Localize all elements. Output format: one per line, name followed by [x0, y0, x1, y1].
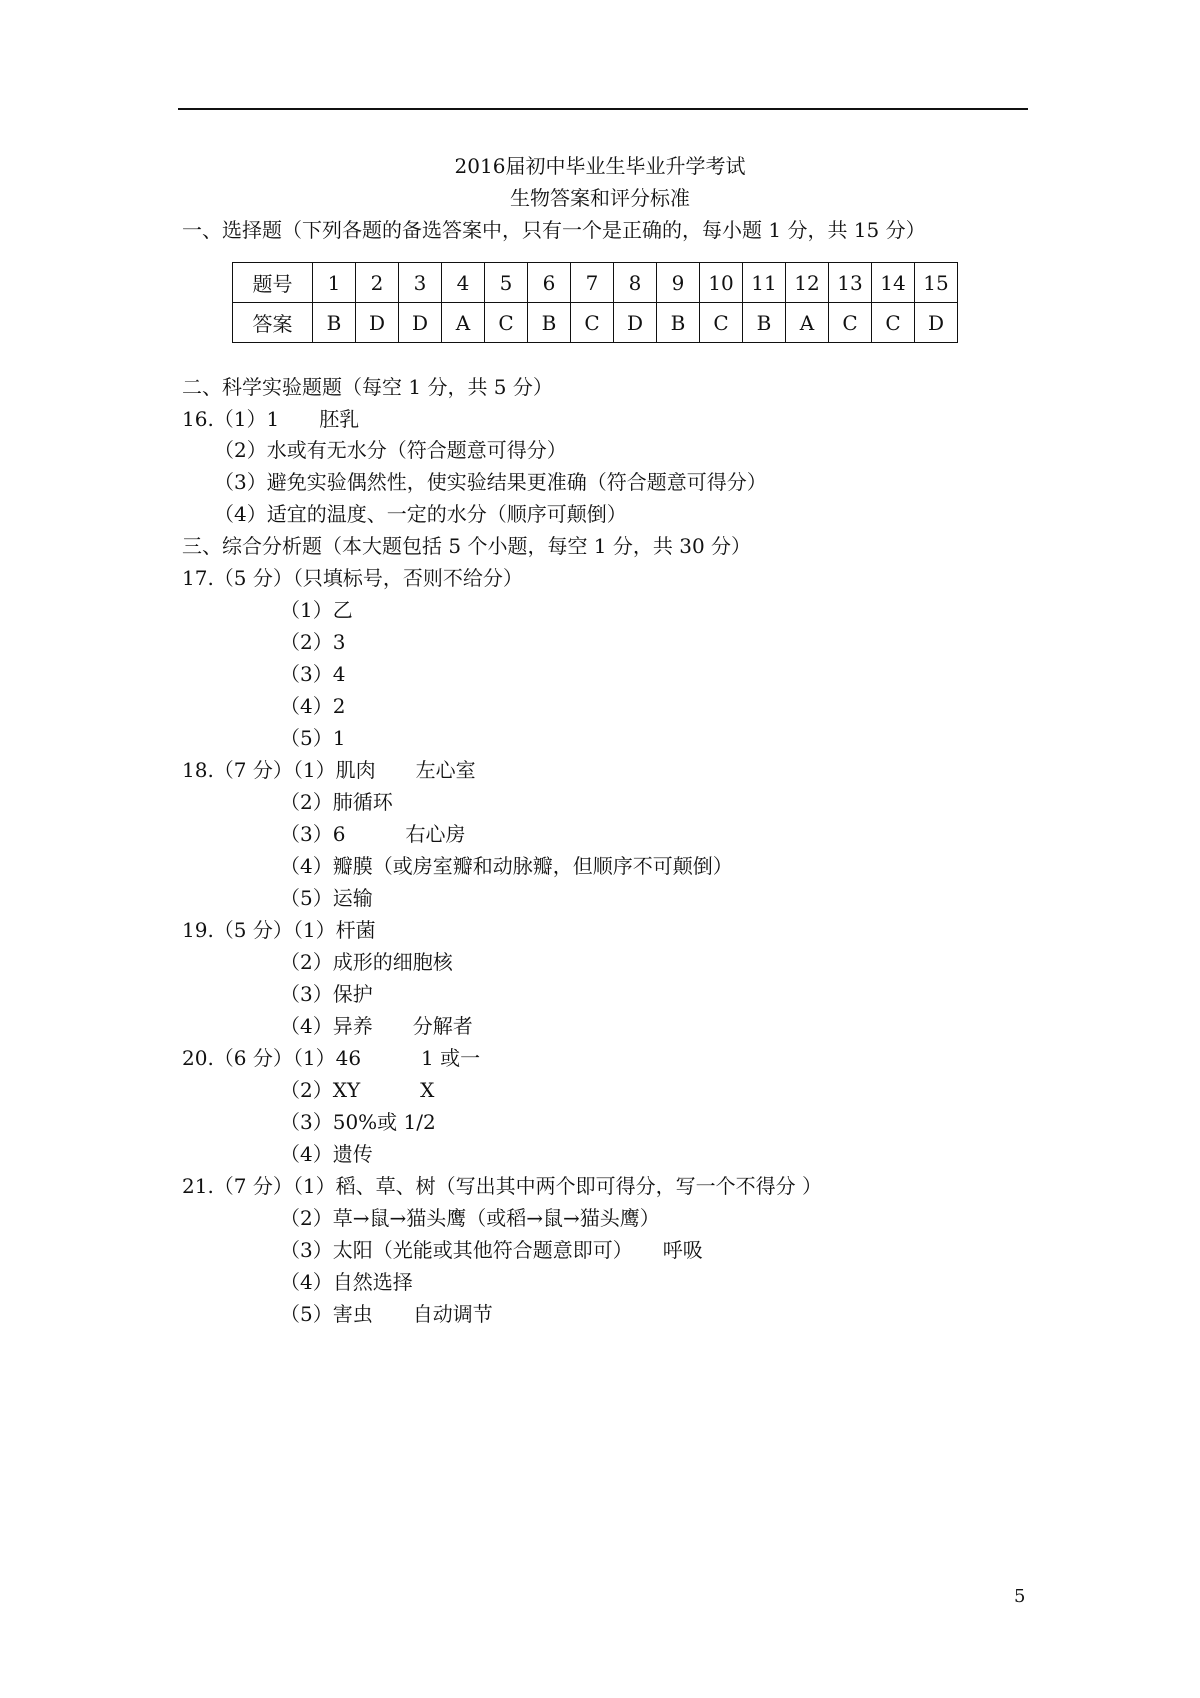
q16-line-4: （4）适宜的温度、一定的水分（顺序可颠倒）: [214, 502, 627, 526]
question-number-cell: 2: [356, 263, 399, 303]
question-number-cell: 7: [571, 263, 614, 303]
answer-cell: B: [743, 303, 786, 343]
answer-cell: C: [829, 303, 872, 343]
question-number-cell: 14: [872, 263, 915, 303]
question-number-cell: 15: [915, 263, 958, 303]
q21-item: （4）自然选择: [280, 1270, 413, 1294]
question-number-cell: 13: [829, 263, 872, 303]
q17-head: 17.（5 分）（只填标号，否则不给分）: [182, 566, 523, 590]
q21-head: 21.（7 分）（1）稻、草、树（写出其中两个即可得分，写一个不得分 ）: [182, 1174, 822, 1198]
question-number-cell: 11: [743, 263, 786, 303]
q19-head: 19.（5 分）（1）杆菌: [182, 918, 376, 942]
question-number-cell: 5: [485, 263, 528, 303]
question-number-cell: 10: [700, 263, 743, 303]
answer-cell: C: [700, 303, 743, 343]
question-number-cell: 3: [399, 263, 442, 303]
q18-item: （4）瓣膜（或房室瓣和动脉瓣，但顺序不可颠倒）: [280, 854, 733, 878]
answer-cell: D: [356, 303, 399, 343]
question-number-cell: 9: [657, 263, 700, 303]
answer-cell: A: [442, 303, 485, 343]
answer-cell: C: [872, 303, 915, 343]
page-number: 5: [1014, 1586, 1026, 1607]
answer-cell: C: [571, 303, 614, 343]
header-rule: [178, 108, 1028, 110]
question-number-cell: 6: [528, 263, 571, 303]
answer-cell: B: [657, 303, 700, 343]
q20-head: 20.（6 分）（1）46 1 或一: [182, 1046, 481, 1070]
question-number-cell: 1: [313, 263, 356, 303]
question-number-cell: 4: [442, 263, 485, 303]
q20-item: （2）XY X: [280, 1078, 435, 1102]
q17-item: （3）4: [280, 662, 346, 686]
answer-row: [233, 303, 958, 343]
q21-item: （2）草→鼠→猫头鹰（或稻→鼠→猫头鹰）: [280, 1206, 660, 1230]
document-subtitle: 生物答案和评分标准: [510, 186, 690, 210]
section3-heading: 三、综合分析题（本大题包括 5 个小题，每空 1 分，共 30 分）: [182, 534, 752, 558]
q20-item: （3）50%或 1/2: [280, 1110, 436, 1134]
q19-item: （2）成形的细胞核: [280, 950, 453, 974]
question-number-row: [233, 263, 958, 303]
answer-cell: B: [528, 303, 571, 343]
answer-cell: D: [399, 303, 442, 343]
q19-item: （4）异养 分解者: [280, 1014, 473, 1038]
q18-item: （2）肺循环: [280, 790, 393, 814]
answer-cell: B: [313, 303, 356, 343]
question-number-cell: 8: [614, 263, 657, 303]
q18-item: （3）6 右心房: [280, 822, 466, 846]
q21-item: （3）太阳（光能或其他符合题意即可） 呼吸: [280, 1238, 703, 1262]
q16-line-1: 16.（1）1 胚乳: [182, 407, 360, 431]
question-number-cell: 12: [786, 263, 829, 303]
answer-cell: C: [485, 303, 528, 343]
q17-item: （2）3: [280, 630, 346, 654]
q16-line-2: （2）水或有无水分（符合题意可得分）: [214, 438, 567, 462]
q17-item: （4）2: [280, 694, 346, 718]
answer-table: [232, 262, 958, 343]
q17-item: （5）1: [280, 726, 346, 750]
document-title: 2016届初中毕业生毕业升学考试: [454, 154, 746, 178]
answer-cell: D: [915, 303, 958, 343]
q21-item: （5）害虫 自动调节: [280, 1302, 493, 1326]
q18-item: （5）运输: [280, 886, 373, 910]
row-label-number: 题号: [233, 263, 313, 303]
section2-heading: 二、科学实验题题（每空 1 分，共 5 分）: [182, 375, 553, 399]
q17-item: （1）乙: [280, 598, 353, 622]
q19-item: （3）保护: [280, 982, 373, 1006]
row-label-answer: 答案: [233, 303, 313, 343]
q16-line-3: （3）避免实验偶然性，使实验结果更准确（符合题意可得分）: [214, 470, 767, 494]
q20-item: （4）遗传: [280, 1142, 373, 1166]
answer-cell: A: [786, 303, 829, 343]
section1-heading: 一、选择题（下列各题的备选答案中，只有一个是正确的，每小题 1 分，共 15 分）: [182, 218, 926, 242]
q18-head: 18.（7 分）（1）肌肉 左心室: [182, 758, 476, 782]
answer-cell: D: [614, 303, 657, 343]
